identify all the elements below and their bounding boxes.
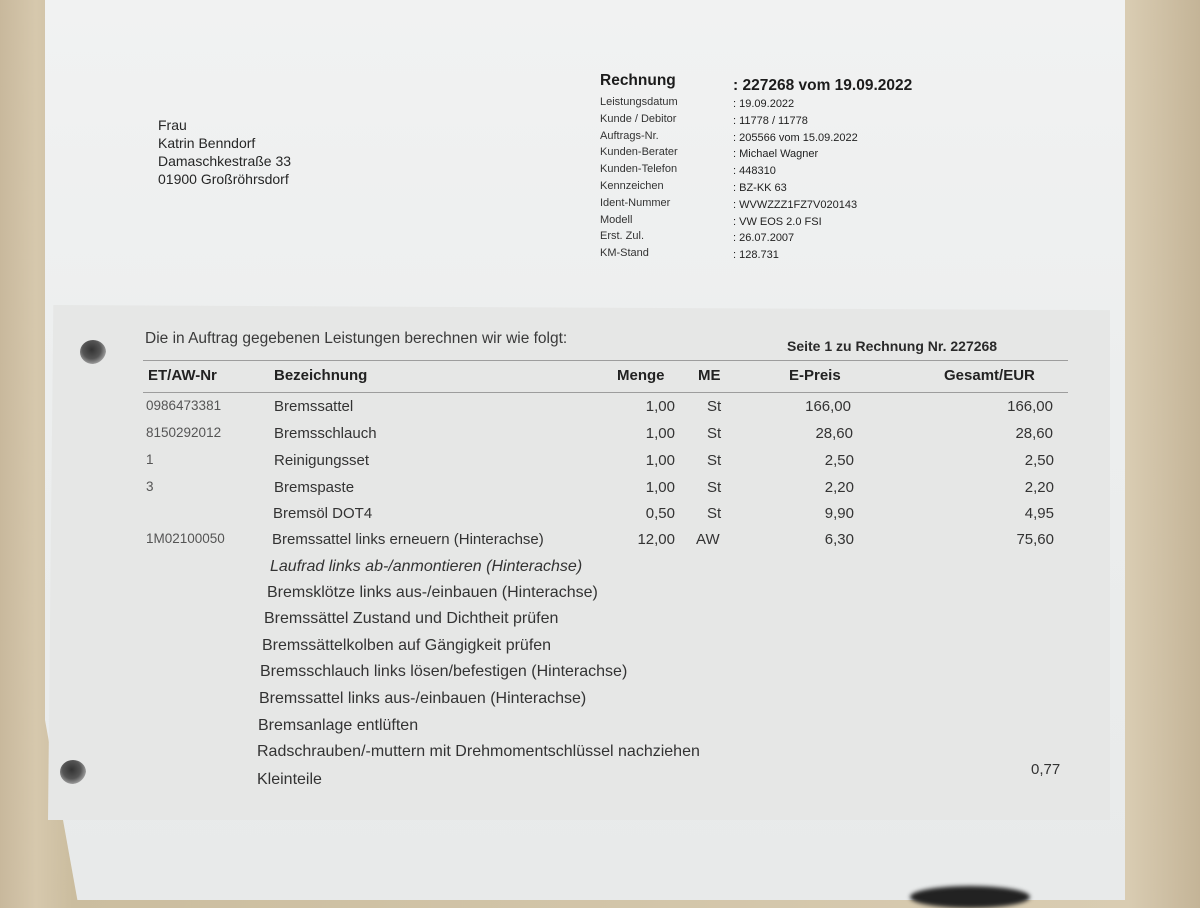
work-step: Bremsklötze links aus-/einbauen (Hinterachse) bbox=[267, 584, 598, 601]
table-row bbox=[0, 479, 1200, 501]
work-step: Bremssättel Zustand und Dichtheit prüfen bbox=[264, 610, 559, 627]
meta-label: Erst. Zul. bbox=[600, 230, 645, 243]
meta-value: : BZ-KK 63 bbox=[733, 181, 787, 194]
extra-item-desc: Kleinteile bbox=[257, 771, 322, 788]
work-step: Laufrad links ab-/anmontieren (Hinterachse) bbox=[270, 558, 583, 575]
row-total: 75,60 bbox=[1016, 531, 1054, 548]
row-nr: 3 bbox=[146, 479, 154, 494]
work-step: Bremsanlage entlüften bbox=[258, 717, 419, 734]
header-nr: ET/AW-Nr bbox=[148, 367, 217, 384]
invoice-meta-labels bbox=[600, 94, 678, 262]
row-qty: 1,00 bbox=[645, 479, 675, 496]
row-nr: 0986473381 bbox=[146, 398, 222, 413]
meta-value: : Michael Wagner bbox=[733, 148, 819, 161]
header-unit: ME bbox=[698, 367, 721, 384]
invoice-meta-values bbox=[733, 96, 858, 264]
meta-value: : 448310 bbox=[733, 165, 776, 178]
meta-value: : 26.07.2007 bbox=[733, 232, 795, 245]
table-row bbox=[0, 398, 1200, 420]
header-price: E-Preis bbox=[789, 367, 841, 384]
row-price: 28,60 bbox=[815, 425, 853, 442]
row-total: 2,50 bbox=[1024, 452, 1054, 469]
row-price: 9,90 bbox=[824, 505, 854, 522]
row-unit: St bbox=[707, 452, 722, 469]
row-nr: 1M02100050 bbox=[146, 531, 225, 546]
shadow-object bbox=[910, 886, 1030, 908]
work-step: Bremssättelkolben auf Gängigkeit prüfen bbox=[262, 637, 552, 654]
meta-label: Kunden-Berater bbox=[600, 146, 678, 159]
meta-value: : VW EOS 2.0 FSI bbox=[733, 215, 822, 228]
row-nr: 8150292012 bbox=[146, 425, 222, 440]
page-reference: Seite 1 zu Rechnung Nr. 227268 bbox=[787, 338, 998, 354]
extra-item-total: 0,77 bbox=[1031, 761, 1061, 778]
row-price: 166,00 bbox=[805, 398, 851, 415]
meta-label: Leistungsdatum bbox=[600, 96, 678, 108]
meta-value: : WVWZZZ1FZ7V020143 bbox=[733, 198, 858, 211]
row-qty: 1,00 bbox=[645, 398, 675, 415]
recipient-address bbox=[158, 116, 291, 188]
meta-value: : 11778 / 11778 bbox=[733, 114, 808, 127]
meta-value: : 19.09.2022 bbox=[733, 98, 795, 110]
intro-text: Die in Auftrag gegebenen Leistungen berechnen wir wie folgt: bbox=[145, 330, 568, 347]
meta-label: Auftrags-Nr. bbox=[600, 129, 659, 142]
header-total: Gesamt/EUR bbox=[944, 367, 1035, 384]
recipient-city: 01900 Großröhrsdorf bbox=[158, 171, 289, 187]
table-header bbox=[0, 367, 1200, 389]
table-header-rule bbox=[143, 392, 1068, 393]
row-total: 166,00 bbox=[1007, 398, 1053, 415]
meta-label: Modell bbox=[600, 213, 633, 226]
meta-value: : 128.731 bbox=[733, 249, 779, 262]
table-row bbox=[0, 452, 1200, 474]
recipient-salutation: Frau bbox=[158, 117, 187, 133]
row-qty: 12,00 bbox=[637, 531, 675, 548]
row-desc: Bremspaste bbox=[274, 479, 355, 496]
row-total: 4,95 bbox=[1024, 505, 1054, 522]
meta-value: : 205566 vom 15.09.2022 bbox=[733, 131, 858, 144]
row-desc: Bremssattel links erneuern (Hinterachse) bbox=[272, 531, 544, 548]
row-unit: AW bbox=[696, 531, 720, 548]
table-row bbox=[0, 531, 1200, 553]
row-nr: 1 bbox=[146, 452, 154, 467]
row-desc: Bremssattel bbox=[274, 398, 354, 415]
row-unit: St bbox=[707, 505, 722, 522]
table-row bbox=[0, 425, 1200, 447]
row-total: 2,20 bbox=[1024, 479, 1054, 496]
meta-label: Kunde / Debitor bbox=[600, 112, 677, 125]
work-step: Radschrauben/-muttern mit Drehmomentschlüssel nachziehen bbox=[257, 743, 700, 760]
work-step: Bremssattel links aus-/einbauen (Hinterachse) bbox=[259, 690, 587, 707]
header-qty: Menge bbox=[617, 367, 665, 384]
recipient-name: Katrin Benndorf bbox=[158, 135, 256, 151]
row-qty: 0,50 bbox=[645, 505, 675, 522]
table-top-rule bbox=[143, 360, 1068, 361]
punch-hole-bottom bbox=[60, 760, 86, 784]
table-row bbox=[0, 505, 1200, 527]
row-price: 6,30 bbox=[824, 531, 854, 548]
invoice-title: Rechnung bbox=[600, 72, 676, 89]
meta-label: KM-Stand bbox=[600, 247, 649, 260]
meta-label: Kennzeichen bbox=[600, 179, 664, 192]
row-desc: Bremsöl DOT4 bbox=[273, 505, 373, 522]
row-price: 2,20 bbox=[824, 479, 854, 496]
invoice-number: : 227268 vom 19.09.2022 bbox=[733, 77, 913, 94]
row-unit: St bbox=[707, 398, 722, 415]
row-desc: Reinigungsset bbox=[274, 452, 370, 469]
row-unit: St bbox=[707, 425, 722, 442]
meta-label: Kunden-Telefon bbox=[600, 163, 678, 176]
work-step: Bremsschlauch links lösen/befestigen (Hinterachse) bbox=[260, 663, 628, 680]
row-qty: 1,00 bbox=[645, 452, 675, 469]
header-desc: Bezeichnung bbox=[274, 367, 368, 384]
punch-hole-top bbox=[80, 340, 106, 364]
row-desc: Bremsschlauch bbox=[274, 425, 377, 442]
row-price: 2,50 bbox=[824, 452, 854, 469]
meta-label: Ident-Nummer bbox=[600, 196, 671, 209]
row-unit: St bbox=[707, 479, 722, 496]
row-total: 28,60 bbox=[1015, 425, 1053, 442]
recipient-street: Damaschkestraße 33 bbox=[158, 153, 292, 169]
row-qty: 1,00 bbox=[645, 425, 675, 442]
